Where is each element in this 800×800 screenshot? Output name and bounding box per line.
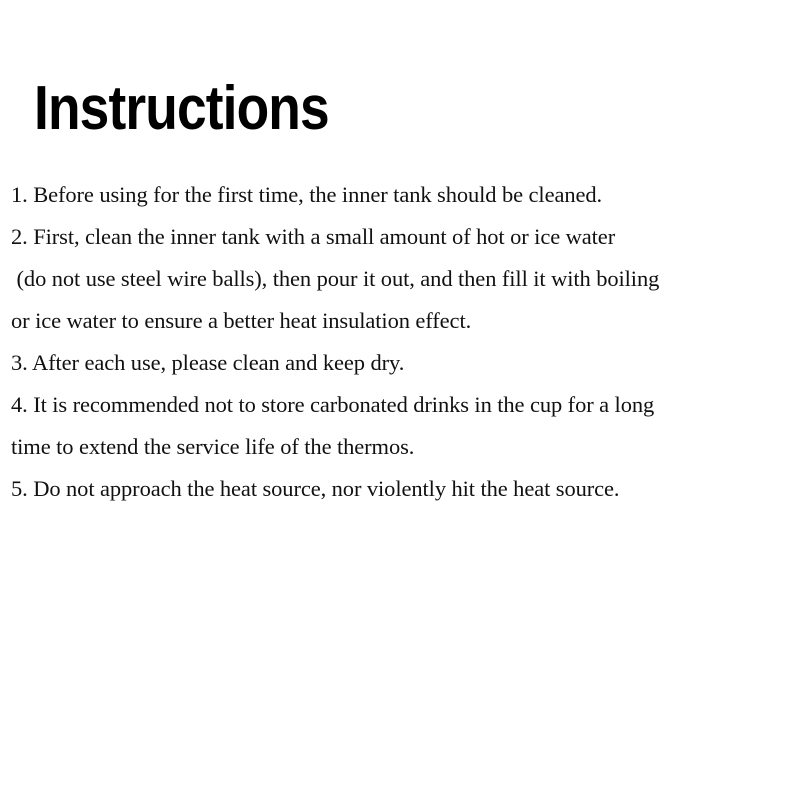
instruction-line-1: 1. Before using for the first time, the inner tank should be cleaned. [11,182,603,207]
instruction-line-8: 5. Do not approach the heat source, nor violently hit the heat source. [11,476,620,501]
instruction-line-3: (do not use steel wire balls), then pour it out, and then fill it with boiling [11,266,660,291]
instruction-line-6: 4. It is recommended not to store carbonated drinks in the cup for a long [11,392,655,417]
instruction-line-5: 3. After each use, please clean and keep dry. [11,350,405,375]
instruction-line-2: 2. First, clean the inner tank with a small amount of hot or ice water [11,224,616,249]
page-title: Instructions [34,74,329,143]
instruction-line-7: time to extend the service life of the thermos. [11,434,415,459]
instructions-body [11,174,796,510]
instruction-line-4: or ice water to ensure a better heat insulation effect. [11,308,472,333]
